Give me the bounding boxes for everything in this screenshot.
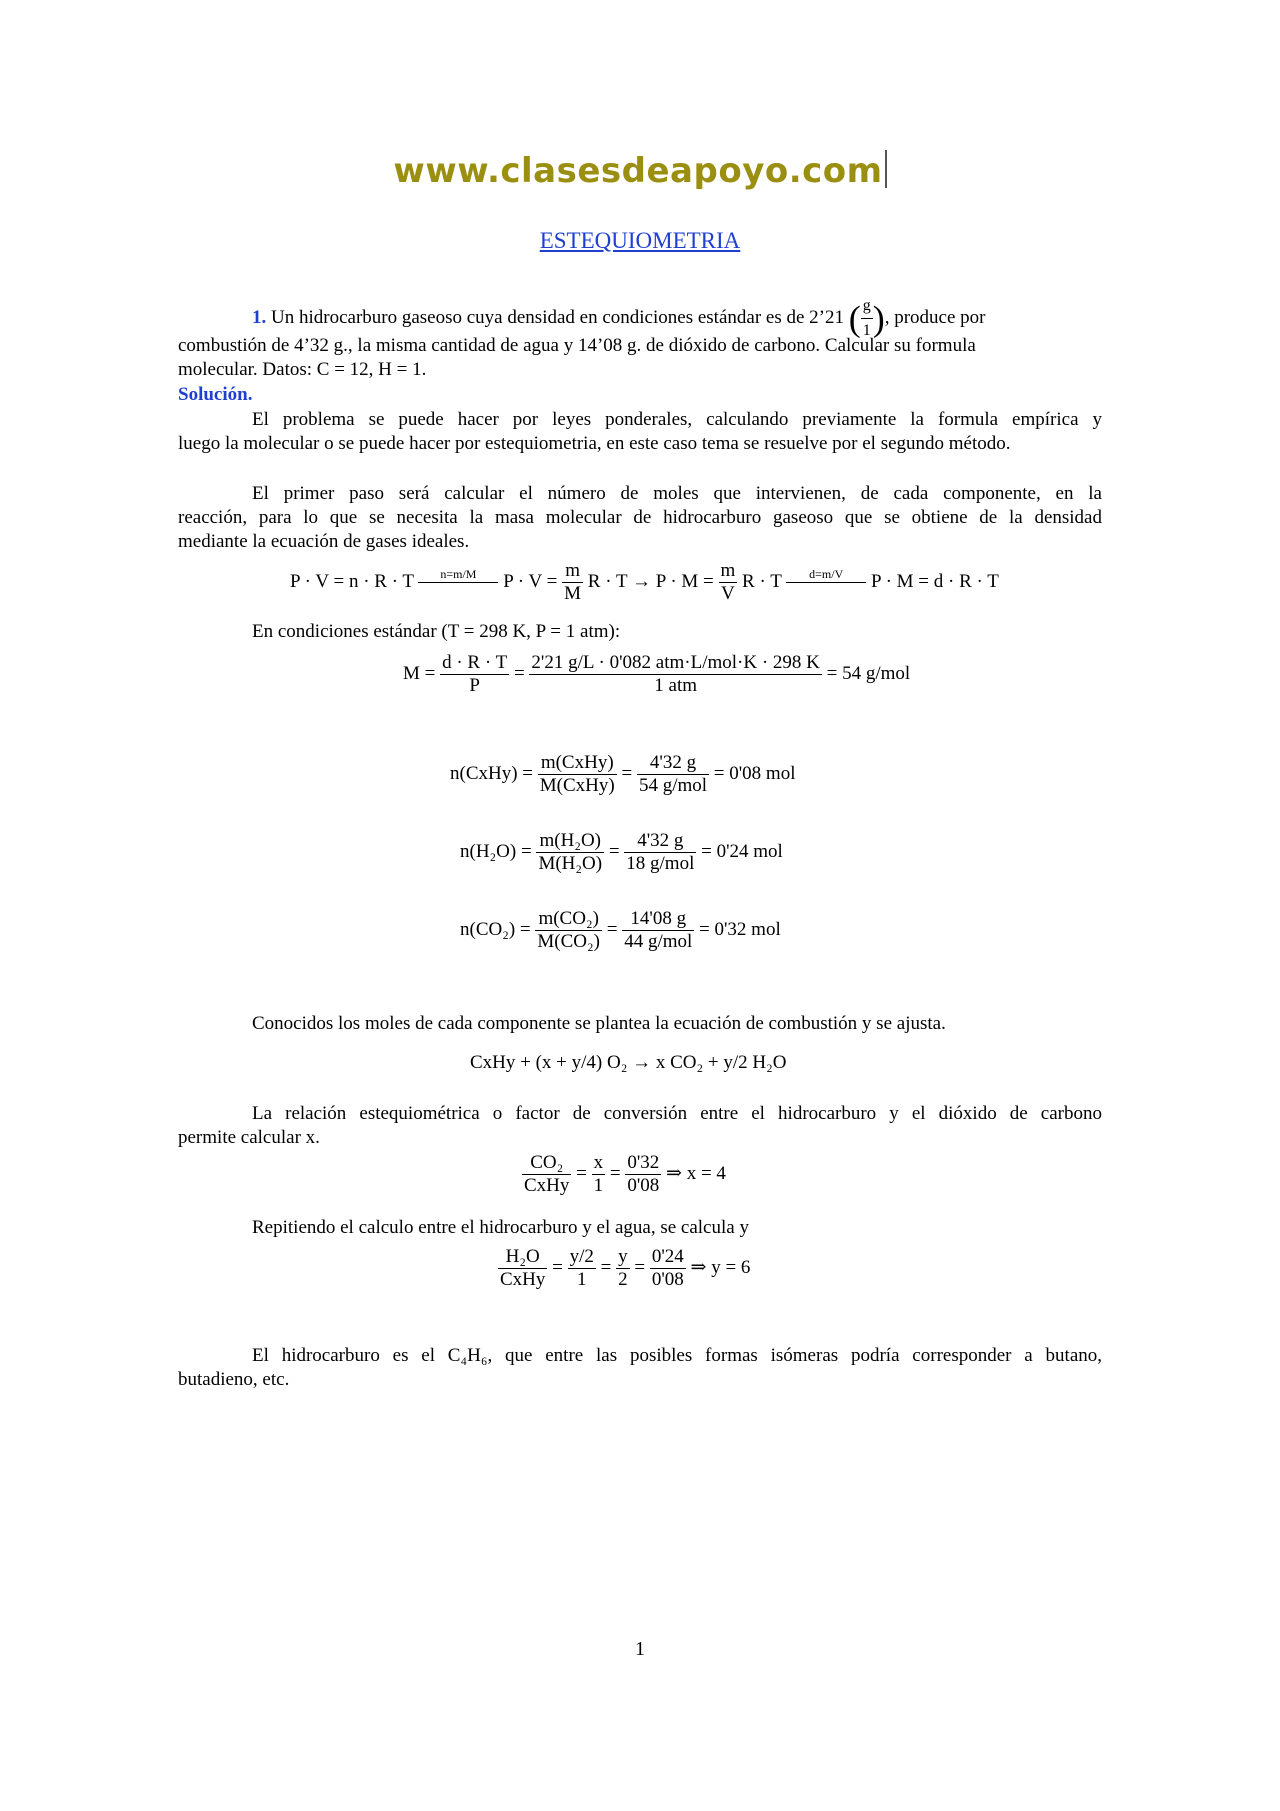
ry-d-num: 0'24 [651, 1246, 684, 1267]
num-m: m [562, 560, 583, 583]
frac-h2o-v [624, 830, 696, 875]
h2o-vnum: 4'32 g [624, 830, 696, 853]
paren-close: ) [872, 298, 885, 339]
moles-co2: n(CO₂) = $\frac{\text{m(CO₂)}}{\text{M(CO₂)}}$ = $\frac{14'08 g}{\text{44 g/mol}}$ = 0'32 mol [460, 908, 781, 952]
text-cursor [885, 150, 887, 188]
solution-p1-l2: luego la molecular o se puede hacer por estequiometria, en este caso tema se resuelve por el segundo método. [178, 433, 1011, 454]
n-cxhy-lhs: n(CxHy) = [450, 762, 534, 784]
ry-d-den: 0'08 [651, 1269, 684, 1290]
solution-p5: Repitiendo el calculo entre el hidrocarburo y el agua, se calcula y [252, 1217, 749, 1238]
frac-rx-c [625, 1152, 661, 1197]
ratio-y-eq: $\frac{\text{H₂O}}{\text{CxHy}}$ = $\frac{y/2}{1}$ = $\frac{y}{2}$ = $\frac{0'24}{0'08}$ ⇒ y = 6 [500, 1246, 751, 1290]
h2o-num: m(H₂O) [536, 830, 604, 853]
ideal-gas-chain [290, 560, 1050, 605]
problem-text: Un hidrocarburo gaseoso cuya densidad en condiciones estándar es de 2’21 [271, 306, 844, 328]
site-logo [0, 150, 1280, 191]
frac-rx-a [522, 1152, 571, 1197]
page-number: 1 [635, 1638, 645, 1660]
h2o-res: = 0'24 mol [701, 840, 783, 862]
frac-calc [529, 652, 821, 697]
solution-p1-l1: El problema se puede hacer por leyes ponderales, calculando previamente la formula empírica y [252, 409, 1102, 430]
unit-num: g [861, 294, 873, 319]
frac-ry-a [498, 1246, 547, 1291]
frac-cxhy-m [538, 752, 617, 797]
co2-num: m(CO₂) [535, 908, 602, 931]
ratio-x-eq: $\frac{\text{CO₂}}{\text{CxHy}}$ = $\frac{x}{1}$ = $\frac{0'32}{0'08}$ ⇒ x = 4 [524, 1152, 726, 1196]
ry-res: ⇒ y = 6 [690, 1256, 751, 1278]
arrow-n-label: n=m/M [440, 567, 477, 581]
moles-h2o: n(H₂O) = $\frac{\text{m(H₂O)}}{\text{M(H₂O)}}$ = $\frac{4'32 g}{\text{18 g/mol}}$ = 0'24 mol [460, 830, 783, 874]
ry-c-num: y [618, 1246, 628, 1267]
rx-c-num: 0'32 [627, 1152, 660, 1173]
page-title: ESTEQUIOMETRIA [539, 228, 741, 253]
frac-m-M [562, 560, 583, 605]
n-h2o-lhs: n(H₂O) = [460, 840, 532, 862]
moles-cxhy: n(CxHy) = $\frac{\text{m(CxHy)}}{\text{M(CxHy)}}$ = $\frac{4'32 g}{\text{54 g/mol}}$ = 0'08 mol [450, 752, 796, 796]
solution-p6-l1: El hidrocarburo es el C₄H₆, que entre las posibles formas isómeras podría corresponder a butano, [252, 1345, 1102, 1366]
frac-m-V [719, 560, 738, 605]
frac-co2-m [535, 908, 602, 953]
problem-text-end: , produce por [884, 306, 986, 328]
arrow-n [418, 567, 498, 598]
co2-vden: 44 g/mol [624, 931, 693, 952]
frac-rx-b [592, 1152, 606, 1197]
frac-drt-P [440, 652, 509, 697]
ry-b-num: y/2 [569, 1246, 594, 1267]
den-P: P [469, 675, 480, 696]
unit-den: 1 [862, 322, 871, 339]
combustion-eq: CxHy + (x + y/4) O₂ → x CO₂ + y/2 H₂O [470, 1052, 787, 1073]
rx-a-num: CO₂ [522, 1152, 571, 1175]
molar-mass-eq: M = $\frac{d \cdot R \cdot T}{P}$ = $\frac{\text{2'21 g/L · 0'082 atm·L/mol·K · 298 K}}{\text{1 atm}}$ = 54 g/mol [403, 652, 911, 696]
rx-a-den: CxHy [524, 1175, 570, 1196]
cxhy-den: M(CxHy) [539, 775, 615, 796]
den-M: M [564, 583, 582, 604]
solution-p4-l1: La relación estequiométrica o factor de conversión entre el hidrocarburo y el dióxido de carbono [252, 1103, 1102, 1124]
eq-M: M = [403, 662, 436, 684]
co2-den: M(CO₂) [537, 931, 600, 952]
calc-num: 2'21 g/L · 0'082 atm·L/mol·K · 298 K [531, 652, 820, 673]
rx-res: ⇒ x = 4 [666, 1162, 726, 1184]
site-url: www.clasesdeapoyo.com [393, 151, 883, 191]
frac-h2o-m [536, 830, 604, 875]
frac-ry-b [568, 1246, 596, 1291]
problem-number: 1. [252, 306, 267, 328]
problem-line-2: combustión de 4’32 g., la misma cantidad de agua y 14’08 g. de dióxido de carbono. Calcular su formula [178, 335, 976, 356]
h2o-den: M(H₂O) [538, 853, 603, 874]
solution-p2-l3: mediante la ecuación de gases ideales. [178, 531, 470, 552]
rx-c-den: 0'08 [627, 1175, 660, 1196]
ry-c-den: 2 [618, 1269, 628, 1290]
paren-open: ( [848, 298, 861, 339]
arrow-n-line [418, 582, 498, 598]
n-co2-lhs: n(CO₂) = [460, 918, 531, 940]
eq-ideal-gas: P · V = n · R · T [290, 570, 414, 592]
ry-b-den: 1 [577, 1269, 587, 1290]
arrow-d-label: d=m/V [809, 567, 844, 581]
den-V: V [721, 583, 735, 604]
calc-den: 1 atm [654, 675, 698, 696]
cxhy-vden: 54 g/mol [638, 775, 708, 796]
solution-p4-l2: permite calcular x. [178, 1127, 320, 1148]
cxhy-num: m(CxHy) [538, 752, 617, 775]
frac-cxhy-v [637, 752, 709, 797]
conditions-line: En condiciones estándar (T = 298 K, P = 1 atm): [252, 621, 621, 642]
solution-p2-l1: El primer paso será calcular el número de moles que intervienen, de cada componente, en la [252, 483, 1102, 504]
frac-ry-d [650, 1246, 686, 1291]
frac-co2-v [622, 908, 694, 953]
co2-vnum: 14'08 g [622, 908, 694, 931]
eq-rt-arrow: R · T → P · M = [587, 570, 714, 592]
problem-line-3: molecular. Datos: C = 12, H = 1. [178, 359, 427, 380]
arrow-d [786, 567, 866, 598]
frac-ry-c [616, 1246, 630, 1291]
eq-pv: P · V = [503, 570, 558, 592]
arrow-d-line [786, 582, 866, 598]
eq-rt: R · T [742, 570, 782, 592]
cxhy-res: = 0'08 mol [713, 762, 796, 784]
rx-b-den: 1 [593, 1175, 604, 1196]
num-m2: m [720, 560, 736, 581]
solution-label: Solución. [178, 384, 253, 405]
solution-p2-l2: reacción, para lo que se necesita la masa molecular de hidrocarburo gaseoso que se obtiene de la densidad [178, 507, 1102, 528]
h2o-vden: 18 g/mol [626, 853, 695, 874]
solution-p3: Conocidos los moles de cada componente se plantea la ecuación de combustión y se ajusta. [252, 1013, 946, 1034]
ry-a-num: H₂O [498, 1246, 547, 1269]
eq-pm-drt: P · M = d · R · T [870, 570, 999, 592]
M-result: = 54 g/mol [826, 662, 911, 684]
num-drt: d · R · T [442, 652, 508, 673]
solution-p6-l2: butadieno, etc. [178, 1369, 290, 1390]
cxhy-vnum: 4'32 g [637, 752, 709, 775]
ry-a-den: CxHy [500, 1269, 546, 1290]
co2-res: = 0'32 mol [699, 918, 781, 940]
rx-b-num: x [593, 1152, 604, 1173]
